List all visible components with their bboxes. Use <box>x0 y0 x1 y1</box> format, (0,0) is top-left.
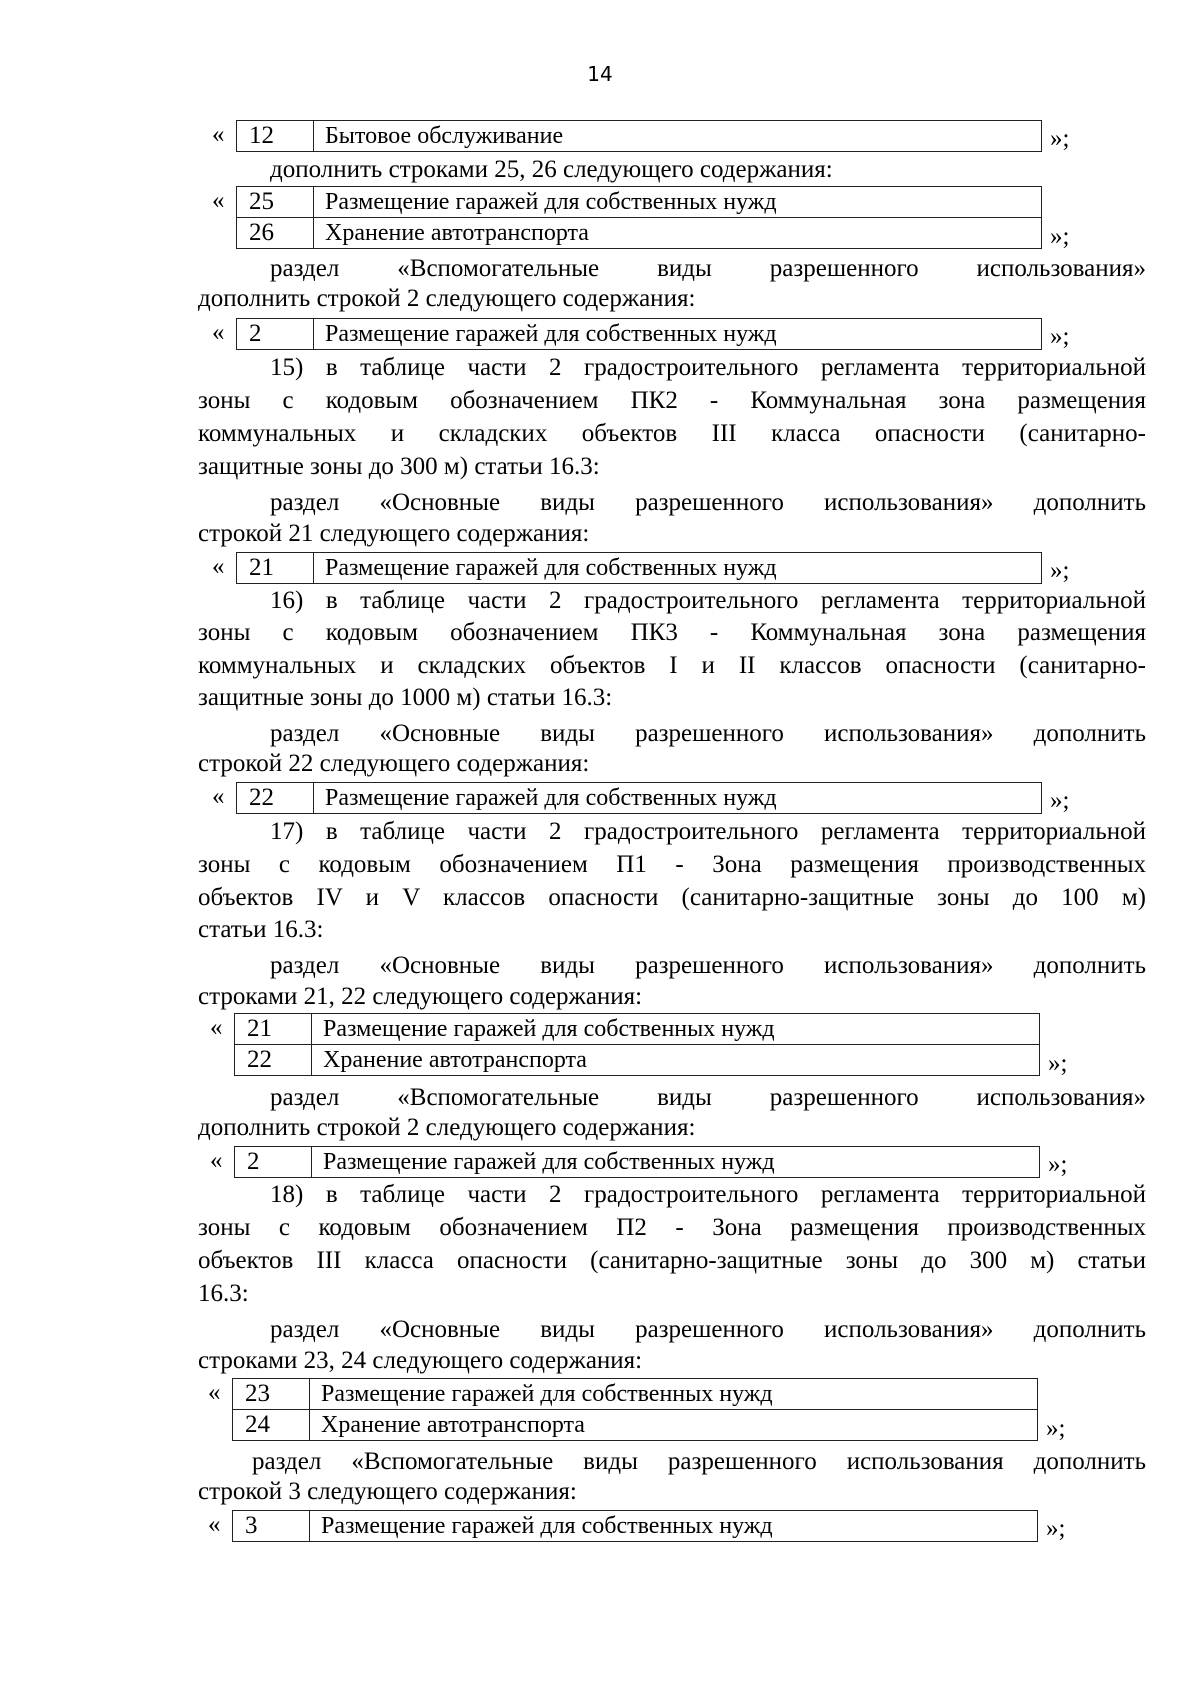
row-number: 21 <box>235 1014 312 1044</box>
row-text: Размещение гаражей для собственных нужд <box>325 785 777 811</box>
paragraph-line: раздел «Основные виды разрешенного использования» дополнить <box>270 489 1146 516</box>
open-quote: « <box>212 783 225 810</box>
table-row <box>237 187 1041 218</box>
close-quote: »; <box>1048 1151 1068 1178</box>
close-quote: »; <box>1050 557 1070 584</box>
close-quote: »; <box>1048 1050 1068 1077</box>
row-number: 3 <box>233 1511 310 1541</box>
table-row <box>237 783 1041 813</box>
amend-table <box>234 1013 1040 1076</box>
paragraph-line: дополнить строкой 2 следующего содержания: <box>198 1114 696 1141</box>
row-number: 2 <box>235 1147 312 1177</box>
table-row <box>233 1379 1037 1410</box>
row-text: Хранение автотранспорта <box>323 1047 587 1073</box>
amend-table <box>232 1378 1038 1441</box>
row-text: Хранение автотранспорта <box>325 220 589 246</box>
row-number: 23 <box>233 1379 310 1409</box>
paragraph-line: строками 21, 22 следующего содержания: <box>198 983 643 1010</box>
paragraph-line: раздел «Основные виды разрешенного использования» дополнить <box>270 720 1146 747</box>
paragraph-line: защитные зоны до 1000 м) статьи 16.3: <box>198 684 613 711</box>
amend-table <box>236 120 1042 152</box>
paragraph-line: строкой 22 следующего содержания: <box>198 750 590 777</box>
row-text: Размещение гаражей для собственных нужд <box>323 1149 775 1175</box>
open-quote: « <box>212 121 225 148</box>
row-text: Размещение гаражей для собственных нужд <box>325 555 777 581</box>
open-quote: « <box>208 1379 221 1406</box>
row-number: 25 <box>237 187 314 217</box>
paragraph-line: зоны с кодовым обозначением ПК3 - Коммунальная зона размещения <box>198 619 1146 646</box>
paragraph-line: дополнить строкой 2 следующего содержания: <box>198 285 696 312</box>
paragraph-line: зоны с кодовым обозначением П2 - Зона размещения производственных <box>198 1214 1146 1241</box>
table-row <box>237 319 1041 349</box>
row-number: 22 <box>237 783 314 813</box>
page-number: 14 <box>587 62 613 86</box>
paragraph-line: 16.3: <box>198 1280 249 1307</box>
paragraph-line: 15) в таблице части 2 градостроительного регламента территориальной <box>270 354 1146 381</box>
paragraph-line: статьи 16.3: <box>198 916 324 943</box>
row-text: Размещение гаражей для собственных нужд <box>325 189 777 215</box>
open-quote: « <box>212 187 225 214</box>
amend-table <box>236 186 1042 249</box>
amend-table <box>232 1510 1038 1542</box>
open-quote: « <box>212 319 225 346</box>
table-row <box>235 1045 1039 1075</box>
row-text: Размещение гаражей для собственных нужд <box>325 321 777 347</box>
amend-table <box>234 1146 1040 1178</box>
table-row <box>235 1147 1039 1177</box>
paragraph-line: строками 23, 24 следующего содержания: <box>198 1347 643 1374</box>
paragraph-line: раздел «Основные виды разрешенного использования» дополнить <box>270 952 1146 979</box>
paragraph-line: объектов III класса опасности (санитарно-защитные зоны до 300 м) статьи <box>198 1247 1146 1274</box>
table-row <box>237 218 1041 248</box>
table-row <box>233 1410 1037 1440</box>
table-row <box>237 121 1041 151</box>
paragraph-line: коммунальных и складских объектов I и II классов опасности (санитарно- <box>198 652 1147 679</box>
paragraph-line: 17) в таблице части 2 градостроительного регламента территориальной <box>270 818 1146 845</box>
paragraph-line: раздел «Вспомогательные виды разрешенного использования» <box>270 255 1146 282</box>
paragraph-line: строкой 3 следующего содержания: <box>198 1478 577 1505</box>
paragraph-line: зоны с кодовым обозначением ПК2 - Коммунальная зона размещения <box>198 387 1146 414</box>
paragraph-line: 18) в таблице части 2 градостроительного регламента территориальной <box>270 1181 1146 1208</box>
row-text: Размещение гаражей для собственных нужд <box>323 1016 775 1042</box>
paragraph-line: строкой 21 следующего содержания: <box>198 520 590 547</box>
open-quote: « <box>208 1511 221 1538</box>
close-quote: »; <box>1050 323 1070 350</box>
open-quote: « <box>210 1147 223 1174</box>
amend-table <box>236 782 1042 814</box>
paragraph-line: 16) в таблице части 2 градостроительного регламента территориальной <box>270 587 1146 614</box>
row-number: 26 <box>237 218 314 248</box>
table-row <box>233 1511 1037 1541</box>
paragraph-line: раздел «Вспомогательные виды разрешенного использования» <box>270 1084 1146 1111</box>
close-quote: »; <box>1046 1515 1066 1542</box>
table-row <box>235 1014 1039 1045</box>
paragraph-line: защитные зоны до 300 м) статьи 16.3: <box>198 453 600 480</box>
row-text: Бытовое обслуживание <box>325 123 564 149</box>
row-text: Размещение гаражей для собственных нужд <box>321 1381 773 1407</box>
close-quote: »; <box>1050 125 1070 152</box>
paragraph-line: раздел «Вспомогательные виды разрешенного использования дополнить <box>252 1448 1146 1475</box>
paragraph-line: зоны с кодовым обозначением П1 - Зона размещения производственных <box>198 851 1146 878</box>
close-quote: »; <box>1050 787 1070 814</box>
row-number: 21 <box>237 553 314 583</box>
amend-table <box>236 318 1042 350</box>
open-quote: « <box>212 553 225 580</box>
row-number: 12 <box>237 121 314 151</box>
paragraph-line: коммунальных и складских объектов III класса опасности (санитарно- <box>198 420 1146 447</box>
amend-table <box>236 552 1042 584</box>
row-number: 2 <box>237 319 314 349</box>
paragraph-line: объектов IV и V классов опасности (санитарно-защитные зоны до 100 м) <box>198 884 1146 911</box>
paragraph-line: дополнить строками 25, 26 следующего содержания: <box>270 156 833 183</box>
row-text: Размещение гаражей для собственных нужд <box>321 1513 773 1539</box>
paragraph-line: раздел «Основные виды разрешенного использования» дополнить <box>270 1316 1146 1343</box>
row-text: Хранение автотранспорта <box>321 1412 585 1438</box>
row-number: 24 <box>233 1410 310 1440</box>
open-quote: « <box>210 1014 223 1041</box>
close-quote: »; <box>1046 1415 1066 1442</box>
table-row <box>237 553 1041 583</box>
close-quote: »; <box>1050 223 1070 250</box>
row-number: 22 <box>235 1045 312 1075</box>
